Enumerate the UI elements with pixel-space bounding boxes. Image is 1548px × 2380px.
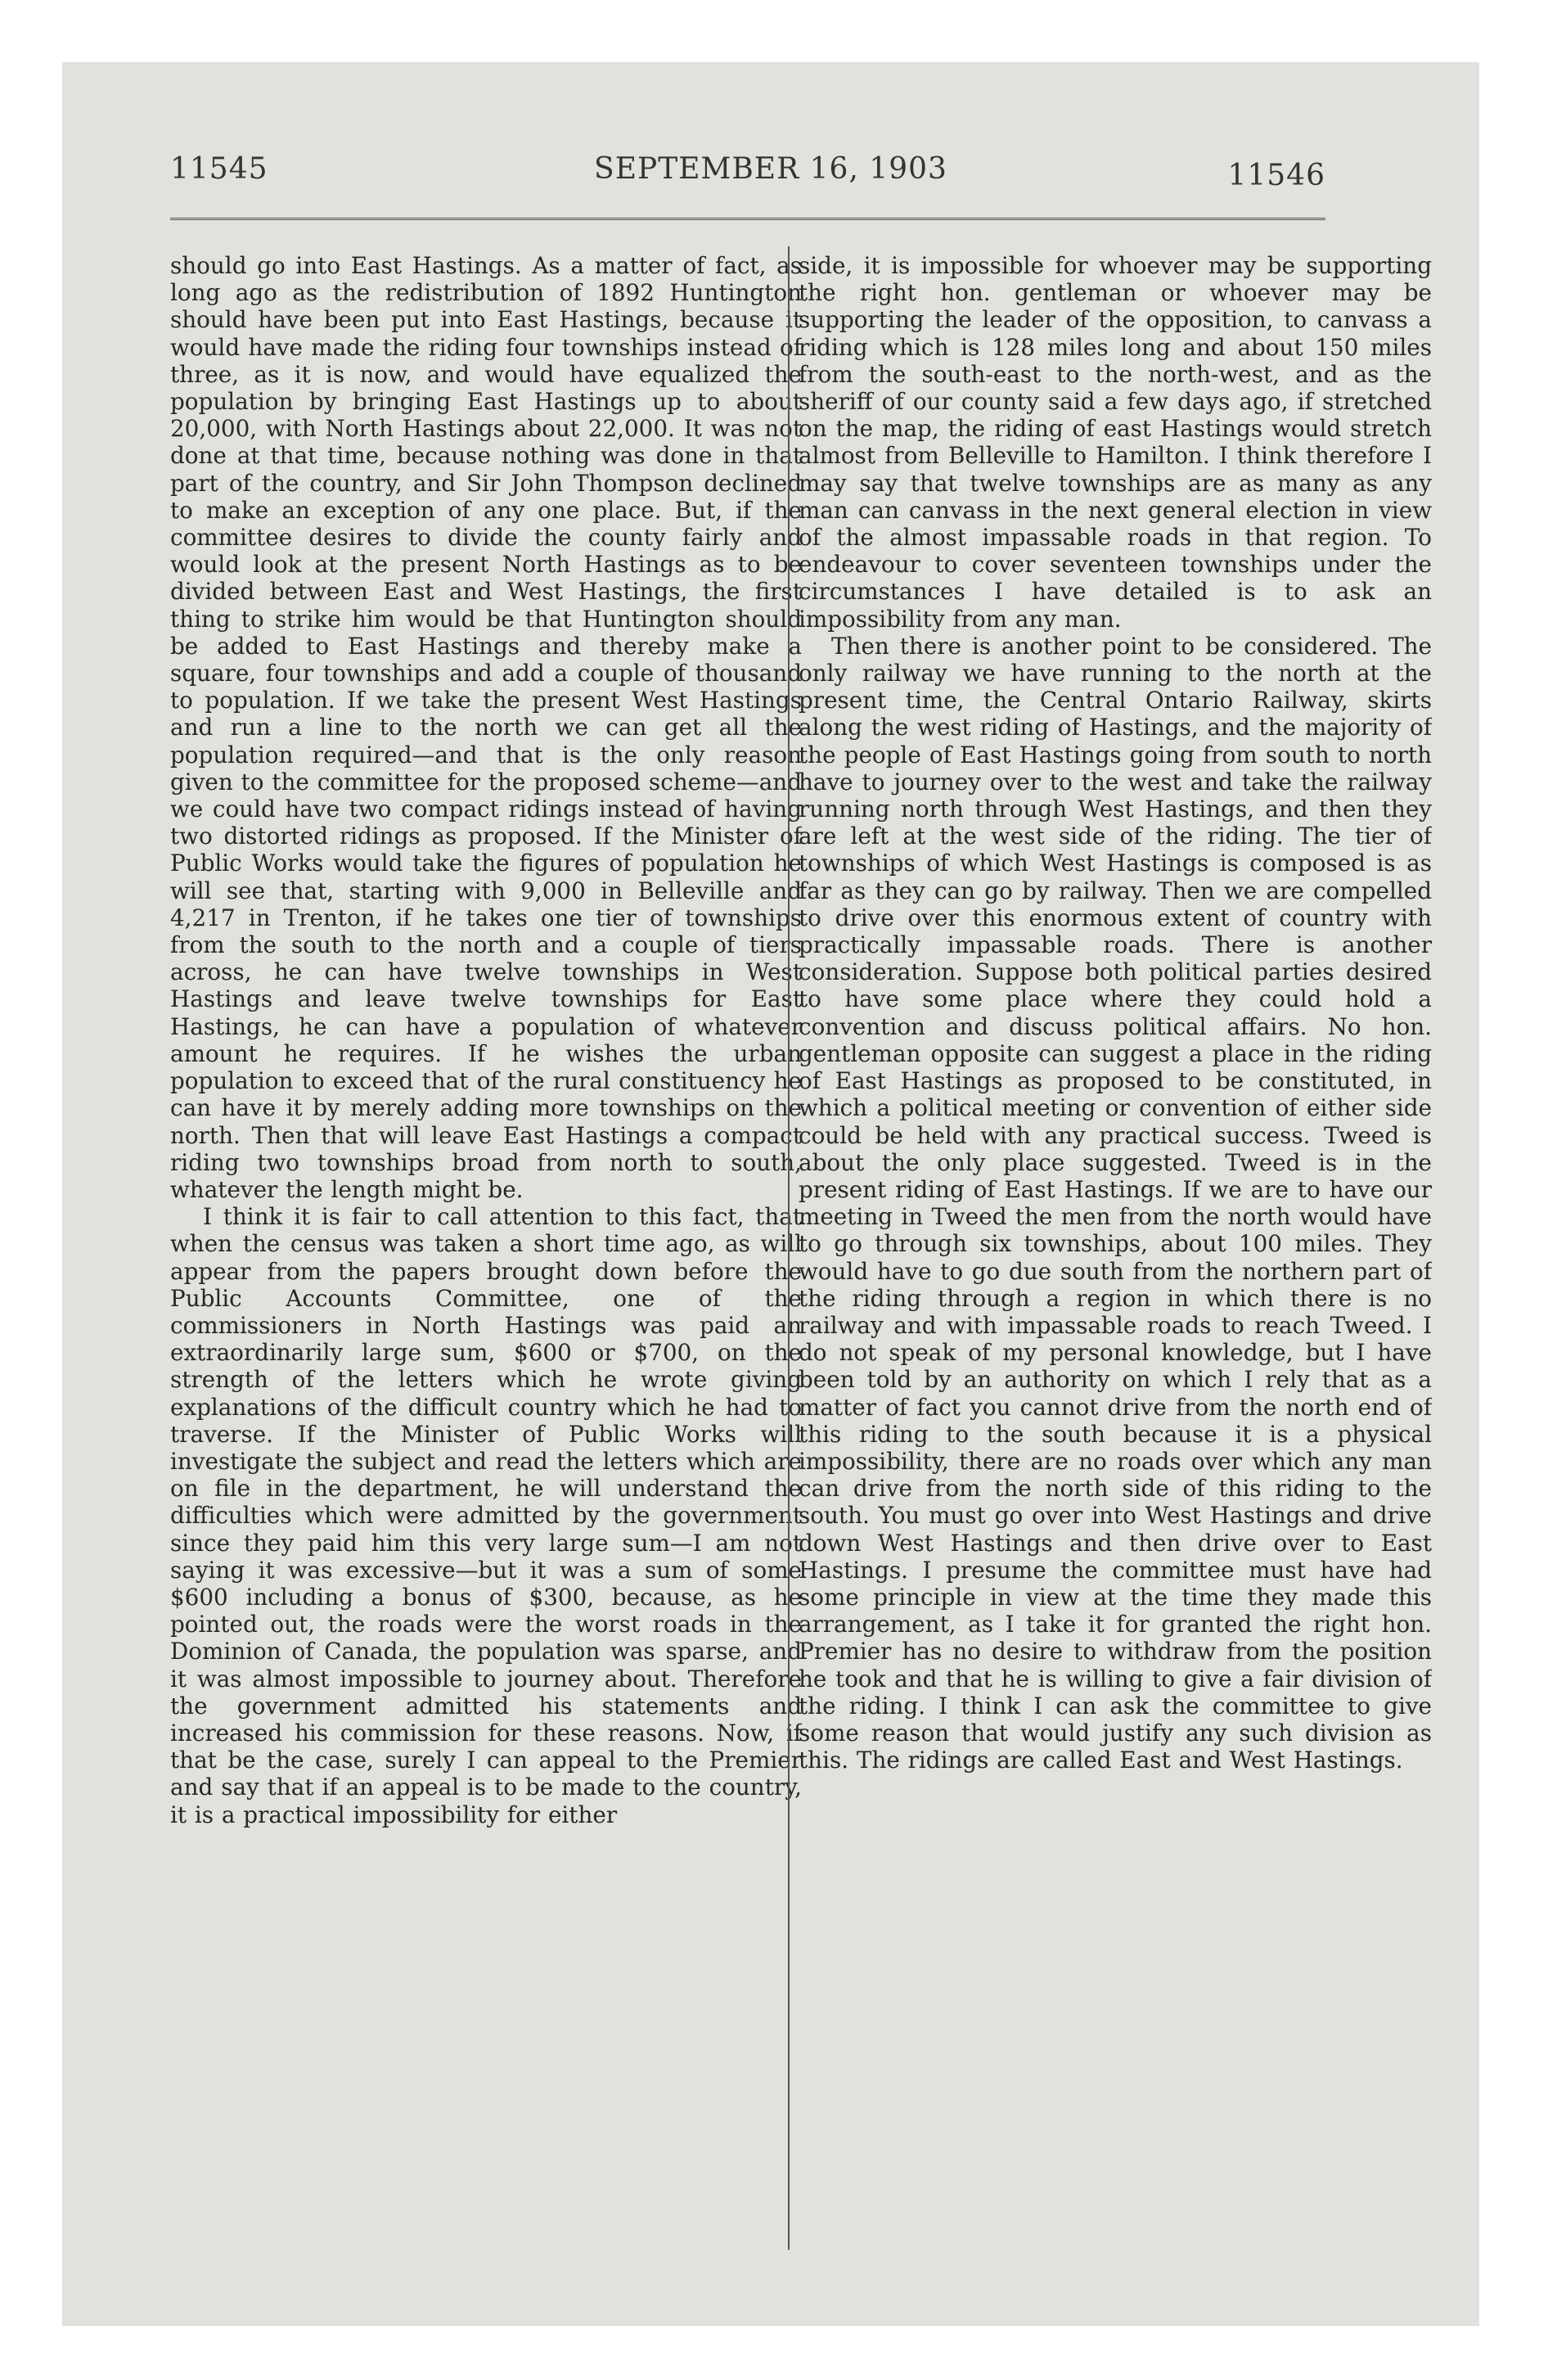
left-paragraph-1: should go into East Hastings. As a matter of fact, as long ago as the redistribution of 1892 Huntington should have been put into East Hastings, because it would have made the riding four townships instead of three, as it is now, and would have equalized the population by bringing East Hastings up to about 20,000, with North Hastings about 22,000. It was not done at that time, because nothing was done in that part of the country, and Sir John Thompson declined to make an exception of any one place. But, if the committee desires to divide the county fairly and would look at the present North Hastings as to be divided between East and West Hastings, the first thing to strike him would be that Huntington should be added to East Hastings and thereby make a square, four townships and add a couple of thousand to population. If we take the present West Hastings and run a line to the north we can get all the population required—and that is the only reason given to the committee for the proposed scheme—and we could have two compact ridings instead of having two distorted ridings as proposed. If the Minister of Public Works would take the figures of population he will see that, starting with 9,000 in Belleville and 4,217 in Trenton, if he takes one tier of townships from the south to the north and a couple of tiers across, he can have twelve townships in West Hastings and leave twelve townships for East Hastings, he can have a population of whatever amount he requires. If he wishes the urban population to exceed that of the rural constituency he can have it by merely adding more townships on the north. Then that will leave East Hastings a compact riding two townships broad from north to south, whatever the length might be. xyxy=(170,252,802,1203)
left-paragraph-2: I think it is fair to call attention to this fact, that when the census was taken a short time ago, as will appear from the papers brought down before the Public Accounts Committee, one of the commissioners in North Hastings was paid an extraordinarily large sum, $600 or $700, on the strength of the letters which he wrote giving explanations of the difficult country which he had to traverse. If the Minister of Public Works will investigate the subject and read the letters which are on file in the department, he will understand the difficulties which were admitted by the government since they paid him this very large sum—I am not saying it was excessive—but it was a sum of some $600 including a bonus of $300, because, as he pointed out, the roads were the worst roads in the Dominion of Canada, the population was sparse, and it was almost impossible to journey about. Therefore the government admitted his statements and increased his commission for these reasons. Now, if that be the case, surely I can appeal to the Premier and say that if an appeal is to be made to the country, it is a practical impossibility for either xyxy=(170,1203,802,1828)
page-header xyxy=(62,152,1479,201)
header-rule xyxy=(170,218,1325,220)
page-number-right: 11546 xyxy=(1227,159,1325,192)
hansard-page xyxy=(62,62,1479,2326)
right-paragraph-1: side, it is impossible for whoever may be supporting the right hon. gentleman or whoever may be supporting the leader of the opposition, to canvass a riding which is 128 miles long and about 150 miles from the south-east to the north-west, and as the sheriff of our county said a few days ago, if stretched on the map, the riding of east Hastings would stretch almost from Belleville to Hamilton. I think therefore I may say that twelve townships are as many as any man can canvass in the next general election in view of the almost impassable roads in that region. To endeavour to cover seventeen townships under the circumstances I have detailed is to ask an impossibility from any man. xyxy=(799,252,1432,633)
running-title-date: SEPTEMBER 16, 1903 xyxy=(594,152,947,186)
column-divider xyxy=(788,246,790,2250)
right-column xyxy=(799,252,1432,2246)
left-column xyxy=(170,252,802,2246)
page-number-left: 11545 xyxy=(170,152,268,186)
right-paragraph-2: Then there is another point to be considered. The only railway we have running to the north at the present time, the Central Ontario Railway, skirts along the west riding of Hastings, and the majority of the people of East Hastings going from south to north have to journey over to the west and take the railway running north through West Hastings, and then they are left at the west side of the riding. The tier of townships of which West Hastings is composed is as far as they can go by railway. Then we are compelled to drive over this enormous extent of country with practically impassable roads. There is another consideration. Suppose both political parties desired to have some place where they could hold a convention and discuss political affairs. No hon. gentleman opposite can suggest a place in the riding of East Hastings as proposed to be constituted, in which a political meeting or convention of either side could be held with any practical success. Tweed is about the only place suggested. Tweed is in the present riding of East Hastings. If we are to have our meeting in Tweed the men from the north would have to go through six townships, about 100 miles. They would have to go due south from the northern part of the riding through a region in which there is no railway and with impassable roads to reach Tweed. I do not speak of my personal knowledge, but I have been told by an authority on which I rely that as a matter of fact you cannot drive from the north end of this riding to the south because it is a physical impossibility, there are no roads over which any man can drive from the north side of this riding to the south. You must go over into West Hastings and drive down West Hastings and then drive over to East Hastings. I presume the committee must have had some principle in view at the time they made this arrangement, as I take it for granted the right hon. Premier has no desire to withdraw from the position he took and that he is willing to give a fair division of the riding. I think I can ask the committee to give some reason that would justify any such division as this. The ridings are called East and West Hastings. xyxy=(799,632,1432,1774)
